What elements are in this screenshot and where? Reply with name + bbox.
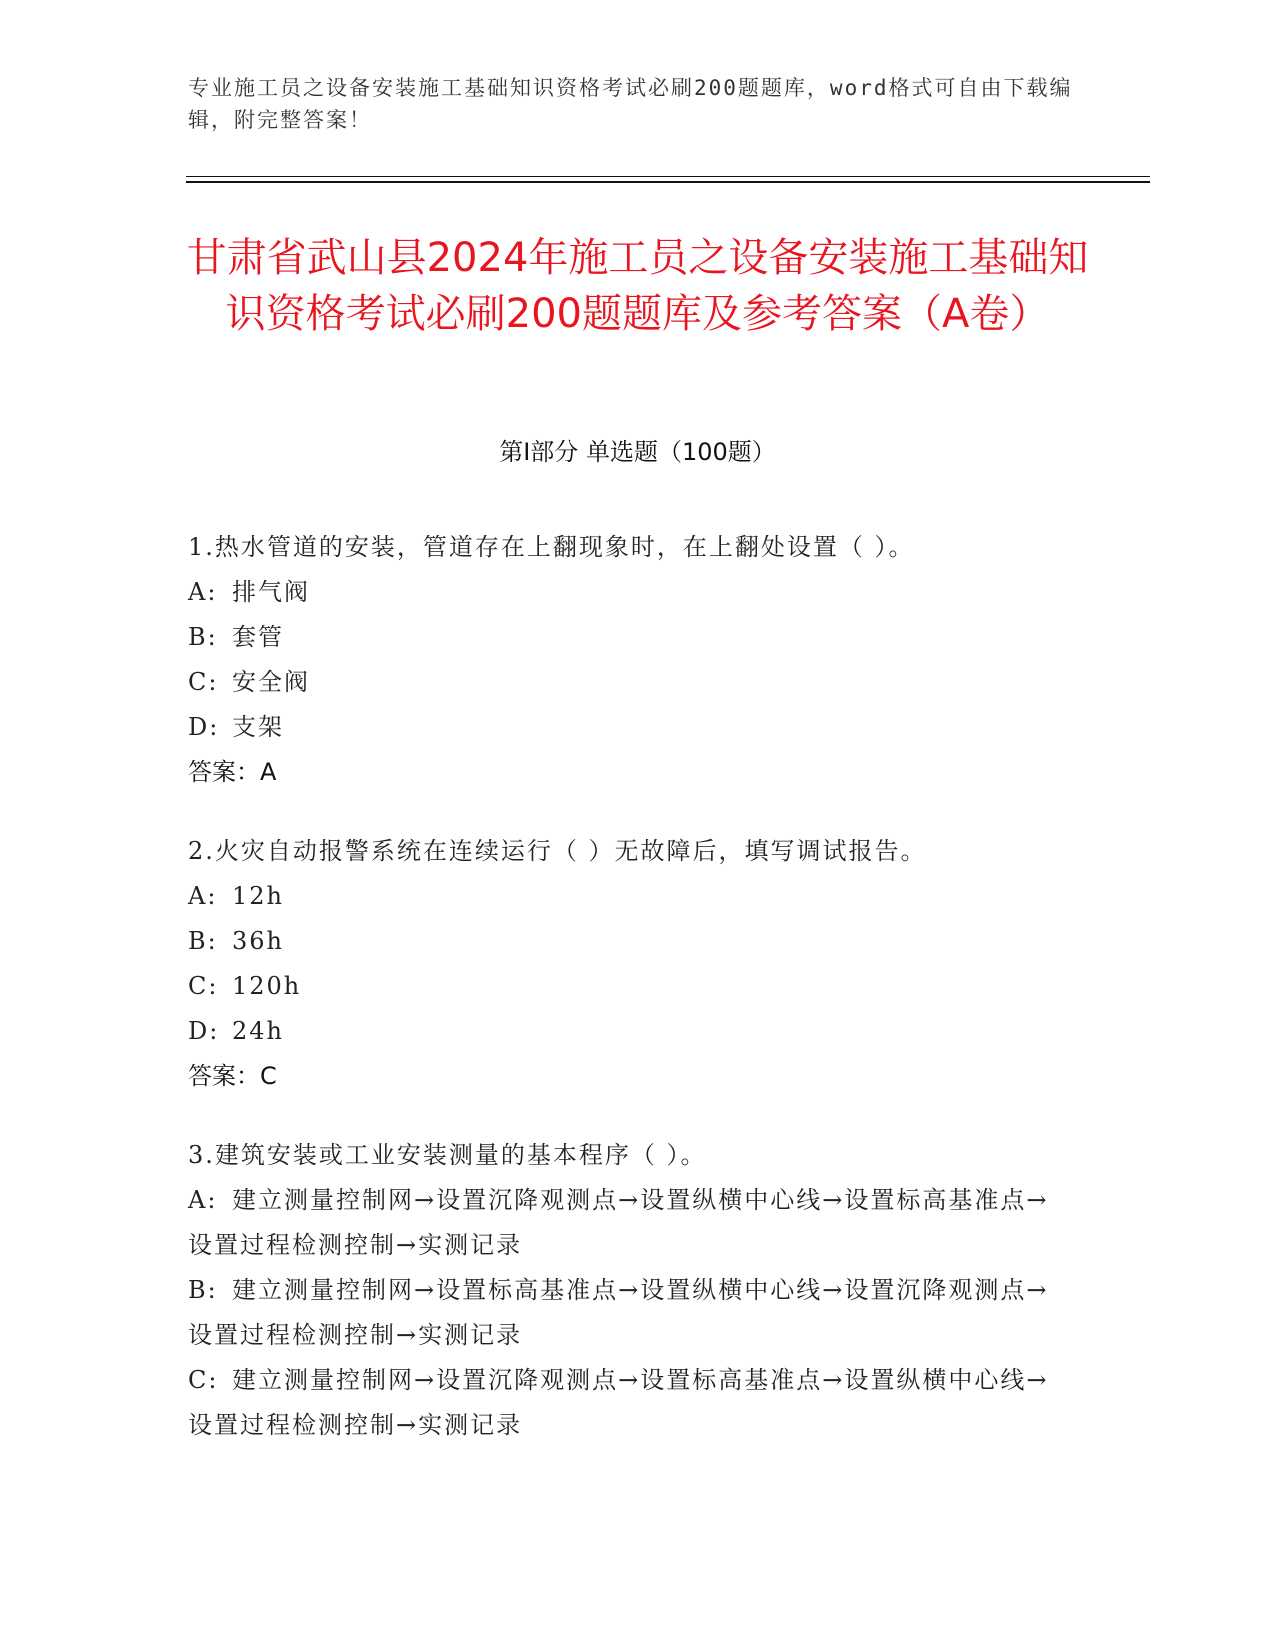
- option-key: B:: [188, 927, 218, 955]
- option-a: [188, 570, 1068, 615]
- option-key: A:: [188, 882, 218, 910]
- option-key: C:: [188, 668, 219, 696]
- option-text: 120h: [232, 972, 302, 1000]
- option-text: 24h: [232, 1017, 284, 1045]
- option-key: D:: [188, 713, 220, 741]
- section-title: 第Ⅰ部分 单选题（100题）: [499, 438, 776, 466]
- option-text: 建立测量控制网→设置沉降观测点→设置标高基准点→设置纵横中心线→设置过程检测控制→实测记录: [188, 1366, 1049, 1439]
- option-a: [188, 874, 1068, 919]
- question-1: [188, 525, 1068, 795]
- document-title: 甘肃省武山县2024年施工员之设备安装施工基础知识资格考试必刷200题题库及参考答案（A卷）: [186, 235, 1089, 337]
- option-a: [188, 1178, 1068, 1268]
- option-text: 建立测量控制网→设置标高基准点→设置纵横中心线→设置沉降观测点→设置过程检测控制→实测记录: [188, 1276, 1049, 1349]
- option-text: 排气阀: [232, 578, 310, 606]
- option-b: [188, 615, 1068, 660]
- question-stem: 3.建筑安装或工业安装测量的基本程序（ ）。: [188, 1141, 707, 1169]
- question-stem: 1.热水管道的安装，管道存在上翻现象时，在上翻处设置（ ）。: [188, 533, 915, 561]
- option-b: [188, 919, 1068, 964]
- option-key: A:: [188, 578, 218, 606]
- header-divider-thin: [186, 176, 1150, 177]
- option-d: [188, 705, 1068, 750]
- option-d: [188, 1009, 1068, 1054]
- answer: 答案：A: [188, 758, 277, 786]
- option-key: B:: [188, 623, 218, 651]
- header-divider-thick: [186, 181, 1150, 183]
- option-text: 36h: [232, 927, 284, 955]
- option-key: A:: [188, 1186, 218, 1214]
- answer: 答案：C: [188, 1062, 277, 1090]
- option-key: C:: [188, 1366, 219, 1394]
- option-text: 建立测量控制网→设置沉降观测点→设置纵横中心线→设置标高基准点→设置过程检测控制→实测记录: [188, 1186, 1049, 1259]
- question-2: [188, 829, 1068, 1099]
- option-b: [188, 1268, 1068, 1358]
- option-c: [188, 1358, 1068, 1448]
- option-c: [188, 660, 1068, 705]
- option-key: B:: [188, 1276, 218, 1304]
- question-3: [188, 1133, 1068, 1448]
- option-key: D:: [188, 1017, 220, 1045]
- question-stem: 2.火灾自动报警系统在连续运行（ ）无故障后，填写调试报告。: [188, 837, 927, 865]
- option-text: 套管: [232, 623, 284, 651]
- option-c: [188, 964, 1068, 1009]
- option-key: C:: [188, 972, 219, 1000]
- header-note: 专业施工员之设备安装施工基础知识资格考试必刷200题题库，word格式可自由下载编辑，附完整答案！: [188, 76, 1073, 132]
- option-text: 支架: [232, 713, 284, 741]
- option-text: 12h: [232, 882, 284, 910]
- option-text: 安全阀: [232, 668, 310, 696]
- question-list: [188, 525, 1068, 1482]
